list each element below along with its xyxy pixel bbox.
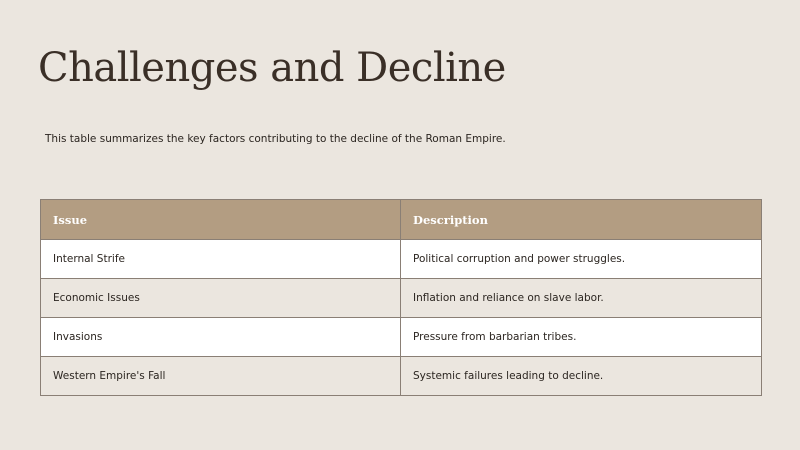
issue-cell: Internal Strife	[41, 240, 401, 279]
slide-subtitle: This table summarizes the key factors contributing to the decline of the Roman Empire.	[45, 133, 506, 145]
description-cell: Pressure from barbarian tribes.	[401, 318, 762, 357]
table-row	[41, 357, 762, 396]
header-issue: Issue	[41, 200, 401, 240]
table-row	[41, 318, 762, 357]
header-description: Description	[401, 200, 762, 240]
description-cell: Systemic failures leading to decline.	[401, 357, 762, 396]
table-row	[41, 279, 762, 318]
table-header-row	[41, 200, 762, 240]
description-cell: Political corruption and power struggles.	[401, 240, 762, 279]
issue-cell: Western Empire's Fall	[41, 357, 401, 396]
table-row	[41, 240, 762, 279]
issue-cell: Economic Issues	[41, 279, 401, 318]
decline-factors-table	[40, 199, 762, 396]
issue-cell: Invasions	[41, 318, 401, 357]
description-cell: Inflation and reliance on slave labor.	[401, 279, 762, 318]
slide-title: Challenges and Decline	[38, 45, 506, 91]
